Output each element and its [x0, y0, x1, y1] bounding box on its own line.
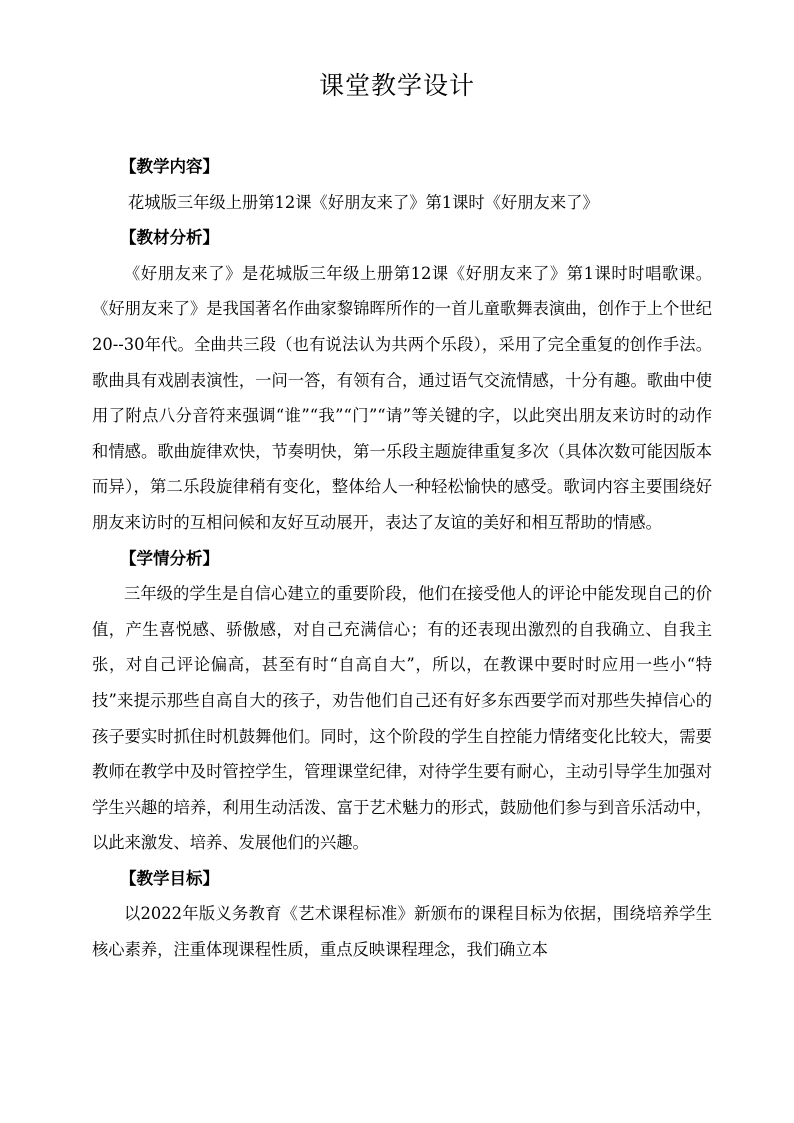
page-title: 课堂教学设计: [318, 71, 475, 100]
section-heading-material-analysis: 【教材分析】: [120, 228, 219, 248]
section-heading-teaching-goals: 【教学目标】: [120, 868, 219, 888]
section-text-teaching-content: 花城版三年级上册第12课《好朋友来了》第1课时《好朋友来了》: [128, 192, 599, 212]
section-text-material-analysis: 《好朋友来了》是花城版三年级上册第12课《好朋友来了》第1课时时唱歌课。《好朋友来了》是我国著名作曲家黎锦晖所作的一首儿童歌舞表演曲，创作于上个世纪20--30年代。全曲共三段（也有说法认为共两个乐段），采用了完全重复的创作手法。歌曲具有戏剧表演性，一问一答，有领有合，通过语气交流情感，十分有趣。歌曲中使用了附点八分音符来强调“谁”“我”“门”“请”等关键的字，以此突出朋友来访时的动作和情感。歌曲旋律欢快，节奏明快，第一乐段主题旋律重复多次（具体次数可能因版本而异），第二乐段旋律稍有变化，整体给人一种轻松愉快的感受。歌词内容主要围绕好朋友来访时的互相问候和友好互动展开，表达了友谊的美好和相互帮助的情感。: [92, 263, 712, 532]
document-body: [92, 149, 712, 968]
section-text-teaching-goals: 以2022年版义务教育《艺术课程标准》新颁布的课程目标为依据，围绕培养学生核心素养，注重体现课程性质，重点反映课程理念，我们确立本: [92, 904, 712, 960]
section-text-student-analysis: 三年级的学生是自信心建立的重要阶段，他们在接受他人的评论中能发现自己的价值，产生喜悦感、骄傲感，对自己充满信心；有的还表现出激烈的自我确立、自我主张，对自己评论偏高，甚至有时“自高自大”，所以，在教课中要时时应用一些小“特技”来提示那些自高自大的孩子，劝告他们自己还有好多东西要学而对那些失掉信心的孩子要实时抓住时机鼓舞他们。同时，这个阶段的学生自控能力情绪变化比较大，需要教师在教学中及时管控学生，管理课堂纪律，对待学生要有耐心，主动引导学生加强对学生兴趣的培养，利用生动活泼、富于艺术魅力的形式，鼓励他们参与到音乐活动中，以此来激发、培养、发展他们的兴趣。: [92, 584, 712, 853]
section-heading-student-analysis: 【学情分析】: [120, 548, 219, 568]
section-heading-teaching-content: 【教学内容】: [120, 157, 219, 176]
